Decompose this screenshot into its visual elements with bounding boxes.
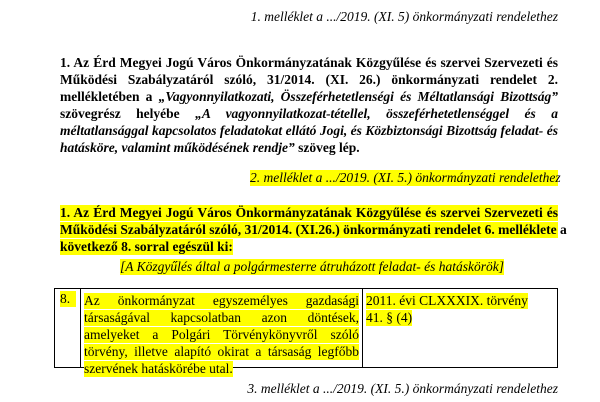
paragraph-1-text: szövegrész helyébe	[60, 106, 196, 121]
row-description-line: társaságával kapcsolatban azon döntések,	[84, 310, 359, 325]
paragraph-2-line: Működési Szabályzatáról szóló, 31/2014. (XI.26.) önkormányzati rendelet 6. melléklete a	[60, 222, 567, 237]
paragraph-1-line: méltatlansággal kapcsolatos feladatokat ellátó Jogi, és Közbiztonsági Bizottság feladat- és	[60, 123, 558, 138]
paragraph-1-text: mellékletében a	[60, 89, 159, 104]
table-heading: [A Közgyűlés által a polgármesterre átruházott feladat- és hatáskörök]	[120, 259, 504, 274]
paragraph-1-line	[60, 140, 360, 156]
committee-new-name-end: hatásköre, valamint működésének rendje”	[60, 140, 295, 155]
annex-2-heading: 2. melléklet a .../2019. (XI. 5.) önkormányzati rendelethez	[250, 170, 561, 185]
row-number: 8.	[60, 291, 76, 307]
committee-new-name: „A vagyonnyilatkozat-tétellel, összeférhetetlenséggel és a	[195, 106, 558, 121]
row-law-line: 2011. évi CLXXXIX. törvény	[366, 293, 528, 308]
row-description-line: Az önkormányzat egyszemélyes gazdasági	[84, 293, 359, 308]
row-law-line: 41. § (4)	[366, 310, 413, 325]
row-description-line: amelyeket a Polgári Törvénykönyvről szóló	[84, 327, 359, 342]
paragraph-2-line: következő 8. sorral egészül ki:	[60, 239, 233, 254]
table-divider	[362, 288, 363, 368]
paragraph-2-line: 1. Az Érd Megyei Jogú Város Önkormányzatának Közgyűlése és szervei Szervezeti és	[60, 205, 558, 220]
paragraph-1-line	[60, 106, 558, 122]
paragraph-1-line	[60, 89, 558, 105]
annex-1-heading: 1. melléklet a .../2019. (XI. 5) önkormányzati rendelethez	[250, 9, 558, 24]
table-divider	[80, 288, 81, 368]
committee-old-name: „Vagyonnyilatkozati, Összeférhetetlenségi és Méltatlansági Bizottság”	[158, 89, 558, 104]
paragraph-1-text: szöveg lép.	[294, 140, 360, 155]
annex-3-heading: 3. melléklet a .../2019. (XI. 5.) önkormányzati rendelethez	[247, 381, 558, 396]
paragraph-1-line: Működési Szabályzatáról szóló, 31/2014. (XI. 26.) önkormányzati rendelet 2.	[60, 72, 558, 87]
row-description-line: törvény, illetve alapító okirat a társaság legfőbb	[84, 344, 359, 359]
row-description-line: szervének hatáskörébe utal.	[84, 361, 233, 376]
paragraph-1-line: 1. Az Érd Megyei Jogú Város Önkormányzatának Közgyűlése és szervei Szervezeti és	[60, 55, 558, 70]
